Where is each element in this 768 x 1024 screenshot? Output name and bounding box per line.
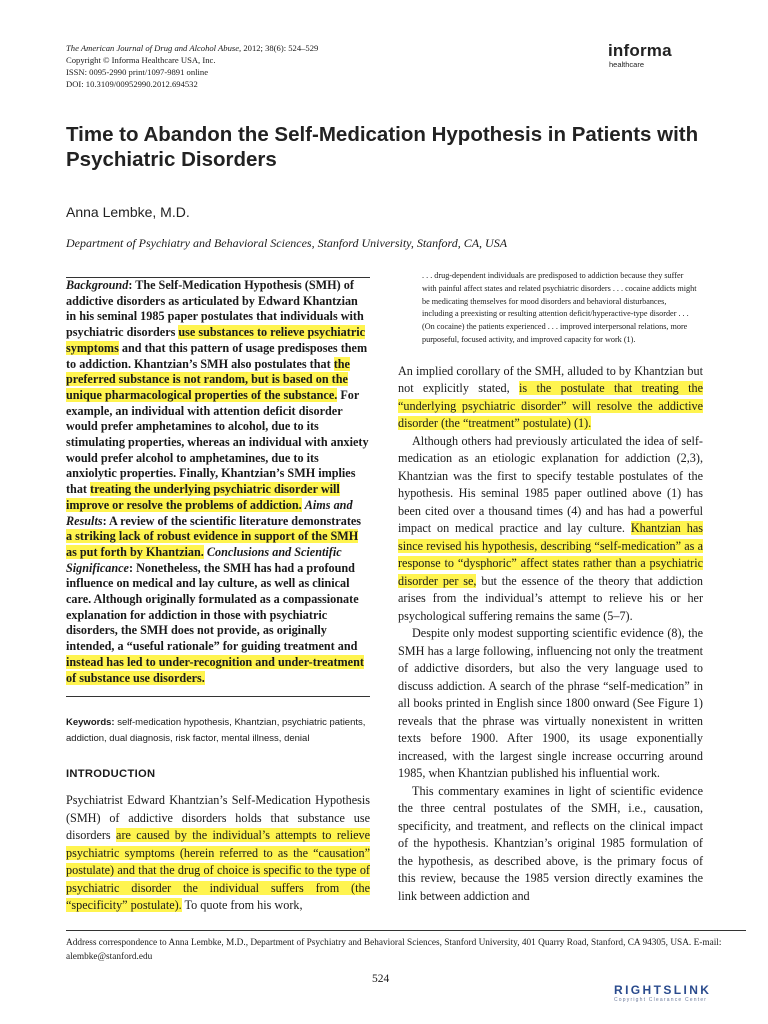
correspondence-footnote: Address correspondence to Anna Lembke, M.D., Department of Psychiatry and Behavioral Sciences, Stanford University, 401 Quarry Road, Stanford, CA 94305, USA. E-mail: alembke@stanford.edu xyxy=(66,930,746,964)
body-text: Psychiatrist Edward Khantzian’s Self-Medication Hypothesis (SMH) of addictive disorders holds that substance use disorders xyxy=(66,793,370,843)
right-column xyxy=(398,270,703,905)
paragraph: Despite only modest supporting scientific evidence (8), the SMH has a large following, influencing not only the treatment of addictive disorders, but also the very language used to discuss addiction. A search of the phrase “self-medication” in all books printed in English since 1800 onward (See Figure 1) reveals that the phrase was virtually nonexistent in written texts before 1900. After 1900, its usage exponentially increased, with the largest single increase occurring around 1985, when Khantzian published his influential work. xyxy=(398,626,703,781)
paragraph xyxy=(398,433,703,626)
body-text: To quote from his work, xyxy=(181,898,303,913)
article-title: Time to Abandon the Self-Medication Hypothesis in Patients with Psychiatric Disorders xyxy=(66,123,699,171)
abstract-text: : The Self-Medication Hypothesis (SMH) of addictive disorders as articulated by Edward Khantzian in his seminal 1985 paper postulates that individuals with psychiatric disorders xyxy=(66,278,364,340)
abstract-conclusions-label: Conclusions and Scientific Significance xyxy=(66,544,342,575)
copyright-line: Copyright © Informa Healthcare USA, Inc. xyxy=(66,55,216,65)
journal-header xyxy=(66,42,396,90)
introduction-paragraph xyxy=(66,792,370,915)
right-body xyxy=(398,363,703,906)
publisher-logo-sub: healthcare xyxy=(609,60,645,69)
body-text: An implied corollary of the SMH, alluded to by Khantzian but not explicitly stated, xyxy=(398,363,703,396)
highlight: is the postulate that treating the “underlying psychiatric disorder” will resolve the addictive disorder (the “treatment” postulate) (1). xyxy=(398,381,703,431)
highlight: use substances to relieve psychiatric symptoms xyxy=(66,325,366,355)
abstract-text: and that this pattern of usage predisposes them to addiction. Khantzian’s SMH also postulates that xyxy=(66,340,368,371)
publisher-logo-name: informa xyxy=(608,41,672,60)
left-column xyxy=(66,277,370,915)
keywords-label: Keywords: xyxy=(66,717,115,729)
body-text: Although others had previously articulated the idea of self-medication as an etiologic explanation for addiction (2,3), Khantzian was the first to specify testable postulates of the hypothesis. His seminal 1985 paper outlined above (1) has been cited over a thousand times (4) and has had a powerful impact on medical practice and lay culture. xyxy=(398,433,703,536)
journal-volume: 2012; 38(6): 524–529 xyxy=(241,43,319,53)
body-text: but the essence of the theory that addiction arises from the individual’s attempt to relieve his or her psychological suffering remains the same (5–7). xyxy=(398,573,704,623)
abstract-text: : A review of the scientific literature demonstrates xyxy=(102,513,362,528)
keywords xyxy=(66,715,370,746)
highlight: are caused by the individual’s attempts to relieve psychiatric symptoms (herein referred to as the “causation” postulate) and that the drug of choice is specific to the type of psychiatric disorder the individual suffers from (the “specificity” postulate). xyxy=(66,828,370,913)
rightslink-logo-sub: Copyright Clearance Center xyxy=(614,997,708,1003)
doi-line: DOI: 10.3109/00952990.2012.694532 xyxy=(66,79,198,89)
journal-citation xyxy=(66,42,396,54)
issn-line: ISSN: 0095-2990 print/1097-9891 online xyxy=(66,67,209,77)
keywords-text: self-medication hypothesis, Khantzian, psychiatric patients, addiction, dual diagnosis, risk factor, mental illness, denial xyxy=(66,717,366,744)
page-number: 524 xyxy=(372,973,390,985)
paragraph xyxy=(398,363,703,433)
abstract-aims-label: Aims and Results xyxy=(66,497,353,528)
rightslink-logo[interactable] xyxy=(614,984,711,1003)
highlight: instead has led to under-recognition and under-treatment of substance use disorders. xyxy=(66,654,364,685)
section-heading-introduction: INTRODUCTION xyxy=(66,768,156,781)
abstract-background-label: Background xyxy=(66,278,129,292)
paragraph: This commentary examines in light of scientific evidence the three central postulates of the SMH, i.e., causation, specificity, and treatment, and reflects on the clinical impact of the hypothesis. Khantzian’s original 1985 formulation of the hypothesis, as described above, is the primary focus of this review, because the 1985 version directly examines the link between addiction and xyxy=(398,783,703,903)
block-quote: . . . drug-dependent individuals are predisposed to addiction because they suffer with painful affect states and related psychiatric disorders . . . cocaine addicts might be medicating themselves for mood disorders and behavioral disturbances, including a preexisting or resulting attention deficit/hyperactive-type disorder . . . (On cocaine) the patients experienced . . . improved interpersonal relations, more purposeful, focused activity, and improved capacity for work (1). xyxy=(422,271,697,344)
rightslink-logo-name: RIGHTSLINK xyxy=(614,983,712,997)
journal-name: The American Journal of Drug and Alcohol Abuse, xyxy=(66,43,242,53)
publisher-logo xyxy=(608,42,672,69)
highlight: the preferred substance is not random, but is based on the unique pharmacological properties of the substance. xyxy=(66,356,350,402)
abstract-text: : Nonetheless, the SMH has had a profound influence on medical and lay culture, as well as clinical care. Although originally formulated as a compassionate explanation for addiction in those with psychiatric disorders, the SMH does not provide, as originally intended, a “useful rationale” for guiding treatment and xyxy=(66,560,359,654)
highlight: Khantzian has since revised his hypothesis, describing “self-medication” as a response to “dysphoric” affect states rather than a psychiatric disorder per se, xyxy=(398,521,703,588)
abstract-text: For example, an individual with attention deficit disorder would prefer amphetamines to alcohol, due to its stimulating properties, whereas an individual with anxiety would prefer alcohol to amphetamines, due to its anxiolytic properties. Finally, Khantzian’s SMH implies that xyxy=(66,387,369,497)
highlight: treating the underlying psychiatric disorder will improve or resolve the problems of addiction. xyxy=(66,482,340,512)
highlight: a striking lack of robust evidence in support of the SMH as put forth by Khantzian. xyxy=(66,529,359,559)
abstract xyxy=(66,278,370,686)
article-affiliation: Department of Psychiatry and Behavioral Sciences, Stanford University, Stanford, CA, USA xyxy=(66,236,508,250)
article-author: Anna Lembke, M.D. xyxy=(66,204,190,220)
abstract-bottom-rule xyxy=(66,696,370,697)
